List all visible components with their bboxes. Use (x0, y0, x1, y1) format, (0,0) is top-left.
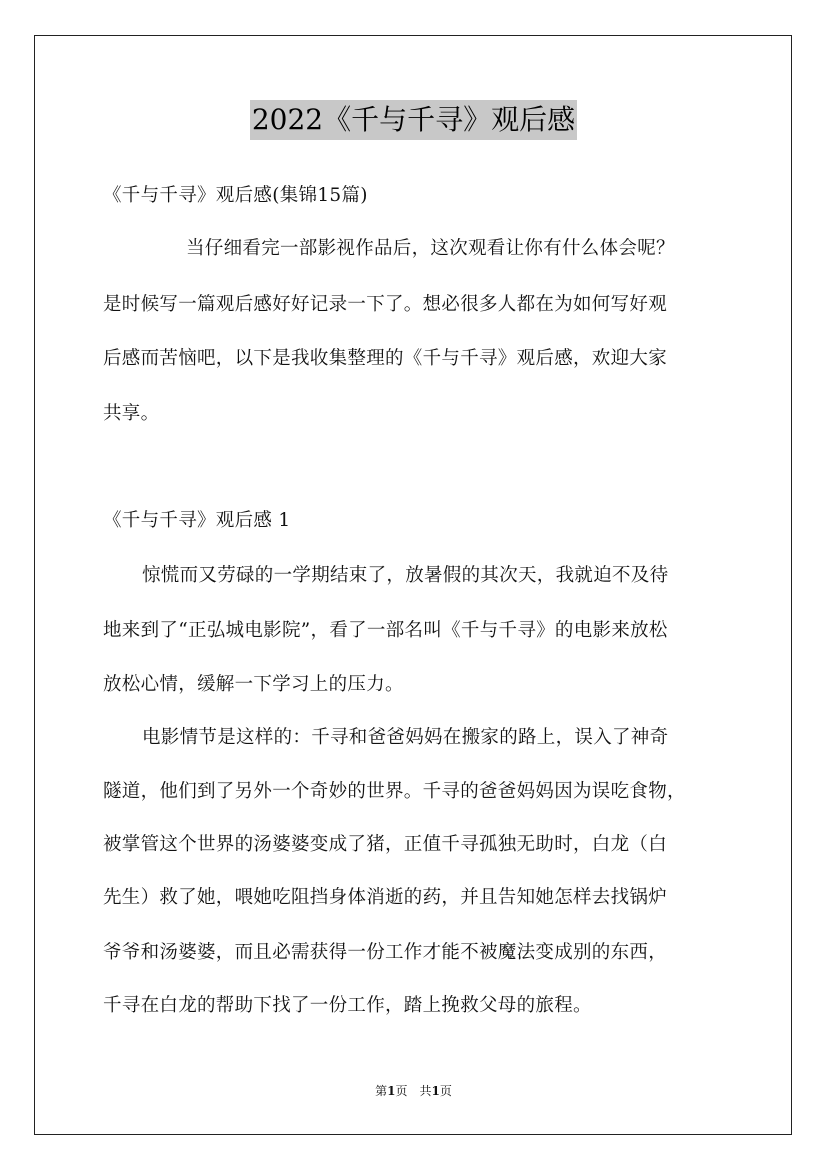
footer-mid: 页 共 (395, 1084, 432, 1098)
page-total: 1 (431, 1084, 440, 1098)
paragraph-line: 隧道，他们到了另外一个奇妙的世界。千寻的爸爸妈妈因为误吃食物， (103, 781, 686, 802)
footer-prefix: 第 (375, 1084, 388, 1098)
paragraph-line: 被掌管这个世界的汤婆婆变成了猪，正值千寻孤独无助时，白龙（白 (103, 834, 668, 855)
paragraph-line: 地来到了“正弘城电影院”，看了一部名叫《千与千寻》的电影来放松 (103, 620, 668, 641)
page-number: 1 (387, 1084, 396, 1098)
section-heading: 《千与千寻》观后感 1 (103, 510, 291, 531)
paragraph-line: 电影情节是这样的：千寻和爸爸妈妈在搬家的路上，误入了神奇 (142, 727, 669, 748)
subtitle: 《千与千寻》观后感(集锦15篇) (103, 185, 368, 206)
paragraph-line: 先生）救了她，喂她吃阻挡身体消逝的药，并且告知她怎样去找锅炉 (103, 887, 668, 908)
intro-line: 是时候写一篇观后感好好记录一下了。想必很多人都在为如何写好观 (103, 294, 668, 315)
paragraph-line: 千寻在白龙的帮助下找了一份工作，踏上挽救父母的旅程。 (103, 995, 592, 1016)
title-container (0, 100, 827, 140)
intro-line: 共享。 (103, 403, 160, 424)
paragraph-line: 放松心情，缓解一下学习上的压力。 (103, 674, 404, 695)
intro-line: 后感而苦恼吧，以下是我收集整理的《千与千寻》观后感，欢迎大家 (103, 348, 668, 369)
paragraph-line: 惊慌而又劳碌的一学期结束了，放暑假的其次天，我就迫不及待 (142, 565, 669, 586)
footer-suffix: 页 (439, 1084, 452, 1098)
paragraph-line: 爷爷和汤婆婆，而且必需获得一份工作才能不被魔法变成别的东西， (103, 942, 668, 963)
intro-line: 当仔细看完一部影视作品后，这次观看让你有什么体会呢？ (186, 238, 675, 259)
document-title: 2022《千与千寻》观后感 (250, 100, 577, 140)
page-footer (0, 1083, 827, 1099)
